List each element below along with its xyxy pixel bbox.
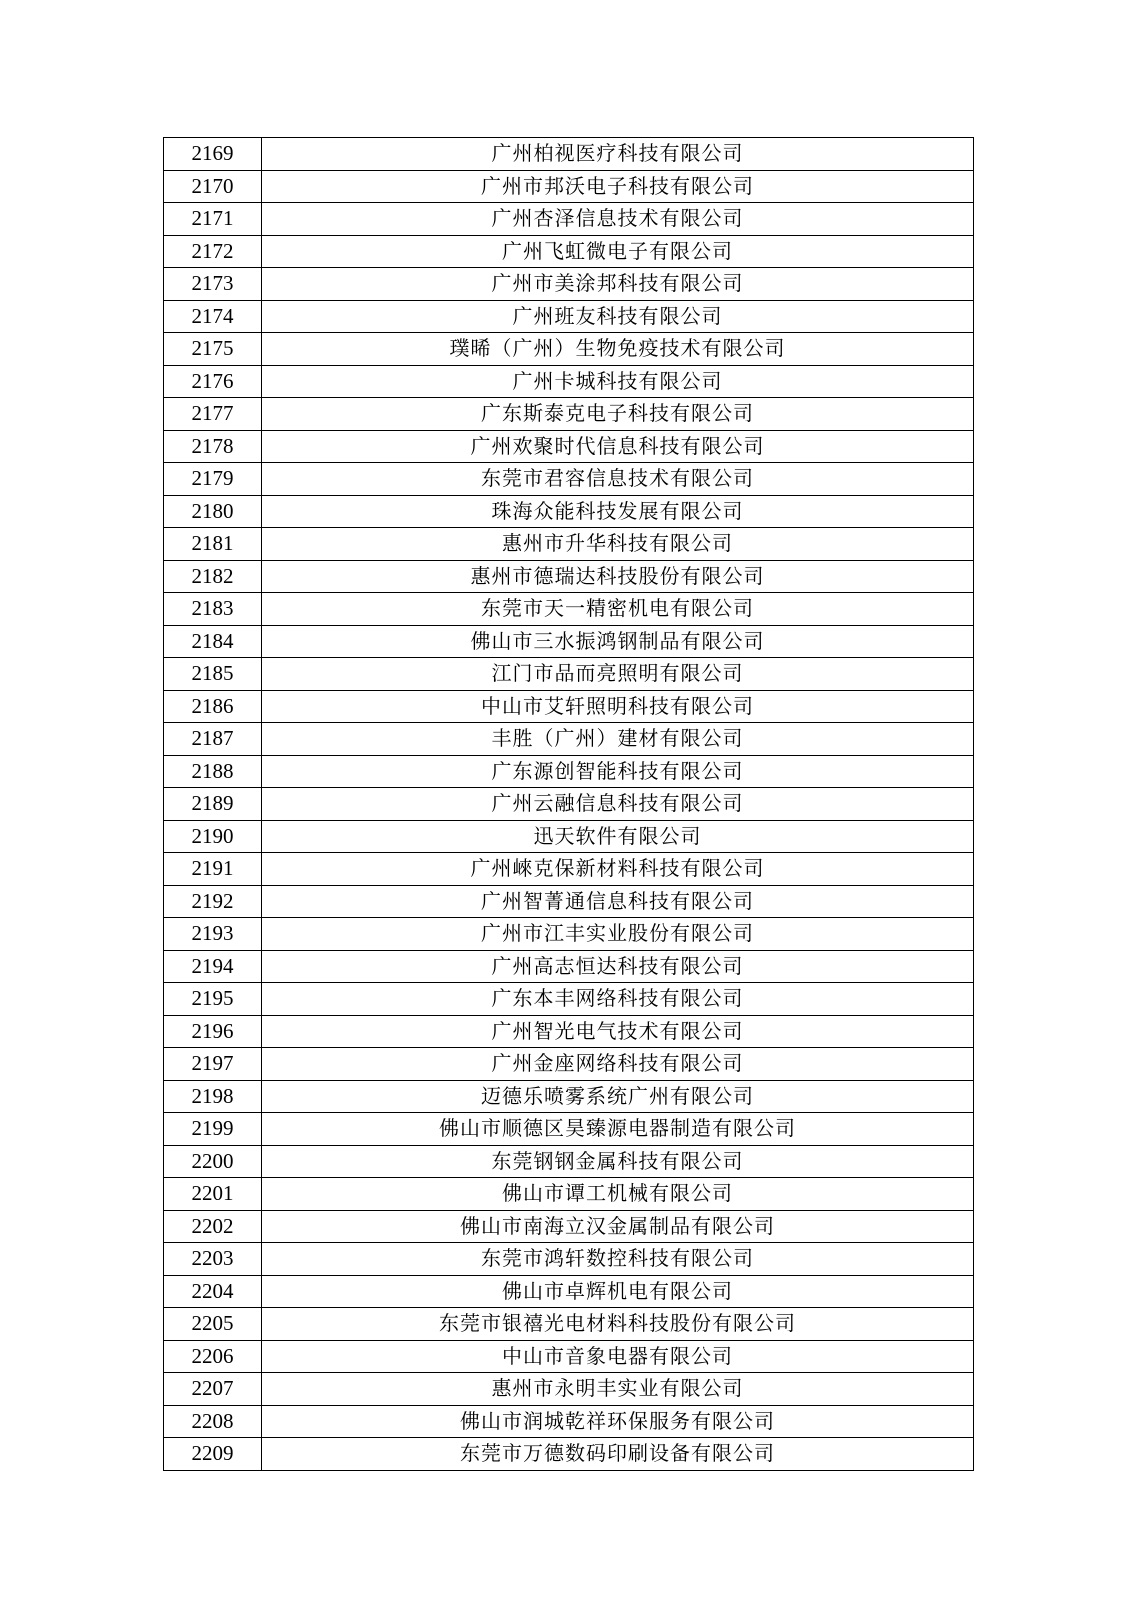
table-row <box>164 333 974 366</box>
table-row <box>164 1113 974 1146</box>
table-row <box>164 593 974 626</box>
row-number: 2186 <box>164 690 262 723</box>
table-row <box>164 1405 974 1438</box>
table-row <box>164 1210 974 1243</box>
row-number: 2170 <box>164 170 262 203</box>
row-number: 2169 <box>164 138 262 171</box>
table-row <box>164 1340 974 1373</box>
company-name: 珠海众能科技发展有限公司 <box>262 495 974 528</box>
row-number: 2178 <box>164 430 262 463</box>
row-number: 2209 <box>164 1438 262 1471</box>
row-number: 2192 <box>164 885 262 918</box>
row-number: 2172 <box>164 235 262 268</box>
company-name: 东莞市天一精密机电有限公司 <box>262 593 974 626</box>
table-row <box>164 788 974 821</box>
company-name: 东莞市万德数码印刷设备有限公司 <box>262 1438 974 1471</box>
company-name: 佛山市顺德区昊臻源电器制造有限公司 <box>262 1113 974 1146</box>
row-number: 2196 <box>164 1015 262 1048</box>
company-name: 迈德乐喷雾系统广州有限公司 <box>262 1080 974 1113</box>
company-name: 迅天软件有限公司 <box>262 820 974 853</box>
row-number: 2180 <box>164 495 262 528</box>
table-row <box>164 1178 974 1211</box>
company-name: 广州智菁通信息科技有限公司 <box>262 885 974 918</box>
table-row <box>164 1308 974 1341</box>
row-number: 2200 <box>164 1145 262 1178</box>
row-number: 2171 <box>164 203 262 236</box>
company-name: 广州高志恒达科技有限公司 <box>262 950 974 983</box>
row-number: 2199 <box>164 1113 262 1146</box>
company-name: 广州市邦沃电子科技有限公司 <box>262 170 974 203</box>
company-name: 广州卡城科技有限公司 <box>262 365 974 398</box>
table-row <box>164 755 974 788</box>
row-number: 2175 <box>164 333 262 366</box>
row-number: 2187 <box>164 723 262 756</box>
row-number: 2193 <box>164 918 262 951</box>
row-number: 2208 <box>164 1405 262 1438</box>
table-row <box>164 625 974 658</box>
table-row <box>164 300 974 333</box>
table-row <box>164 1275 974 1308</box>
row-number: 2206 <box>164 1340 262 1373</box>
company-name: 惠州市升华科技有限公司 <box>262 528 974 561</box>
row-number: 2195 <box>164 983 262 1016</box>
row-number: 2183 <box>164 593 262 626</box>
table-row <box>164 170 974 203</box>
table-row <box>164 820 974 853</box>
company-name: 江门市品而亮照明有限公司 <box>262 658 974 691</box>
table-row <box>164 430 974 463</box>
table-row <box>164 918 974 951</box>
row-number: 2207 <box>164 1373 262 1406</box>
table-row <box>164 1015 974 1048</box>
row-number: 2190 <box>164 820 262 853</box>
table-row <box>164 138 974 171</box>
table-row <box>164 690 974 723</box>
row-number: 2202 <box>164 1210 262 1243</box>
company-name: 佛山市润城乾祥环保服务有限公司 <box>262 1405 974 1438</box>
company-name: 广州市江丰实业股份有限公司 <box>262 918 974 951</box>
company-name: 广州柏视医疗科技有限公司 <box>262 138 974 171</box>
table-row <box>164 365 974 398</box>
table-row <box>164 853 974 886</box>
table-row <box>164 1080 974 1113</box>
table-row <box>164 1145 974 1178</box>
company-name: 东莞市君容信息技术有限公司 <box>262 463 974 496</box>
table-row <box>164 983 974 1016</box>
table-row <box>164 203 974 236</box>
company-name: 广东源创智能科技有限公司 <box>262 755 974 788</box>
company-name: 佛山市卓辉机电有限公司 <box>262 1275 974 1308</box>
company-name: 丰胜（广州）建材有限公司 <box>262 723 974 756</box>
row-number: 2189 <box>164 788 262 821</box>
row-number: 2174 <box>164 300 262 333</box>
company-name: 广州云融信息科技有限公司 <box>262 788 974 821</box>
company-name: 广州崍克保新材料科技有限公司 <box>262 853 974 886</box>
company-name: 璞晞（广州）生物免疫技术有限公司 <box>262 333 974 366</box>
row-number: 2194 <box>164 950 262 983</box>
row-number: 2198 <box>164 1080 262 1113</box>
company-name: 广州市美涂邦科技有限公司 <box>262 268 974 301</box>
table-row <box>164 398 974 431</box>
row-number: 2176 <box>164 365 262 398</box>
company-name: 东莞钢钢金属科技有限公司 <box>262 1145 974 1178</box>
table-row <box>164 723 974 756</box>
row-number: 2179 <box>164 463 262 496</box>
table-row <box>164 1438 974 1471</box>
row-number: 2203 <box>164 1243 262 1276</box>
company-name: 中山市艾轩照明科技有限公司 <box>262 690 974 723</box>
company-name: 广州金座网络科技有限公司 <box>262 1048 974 1081</box>
row-number: 2177 <box>164 398 262 431</box>
table-row <box>164 950 974 983</box>
company-name: 东莞市鸿轩数控科技有限公司 <box>262 1243 974 1276</box>
row-number: 2204 <box>164 1275 262 1308</box>
row-number: 2181 <box>164 528 262 561</box>
table-row <box>164 528 974 561</box>
company-name: 广州班友科技有限公司 <box>262 300 974 333</box>
company-name: 佛山市南海立汉金属制品有限公司 <box>262 1210 974 1243</box>
table-body <box>164 138 974 1471</box>
table-row <box>164 1243 974 1276</box>
company-name: 惠州市德瑞达科技股份有限公司 <box>262 560 974 593</box>
row-number: 2173 <box>164 268 262 301</box>
company-name: 惠州市永明丰实业有限公司 <box>262 1373 974 1406</box>
company-list-table <box>163 137 974 1471</box>
table-row <box>164 560 974 593</box>
row-number: 2184 <box>164 625 262 658</box>
row-number: 2191 <box>164 853 262 886</box>
table-row <box>164 1048 974 1081</box>
company-name: 广州欢聚时代信息科技有限公司 <box>262 430 974 463</box>
table-row <box>164 658 974 691</box>
company-name: 广州飞虹微电子有限公司 <box>262 235 974 268</box>
table-row <box>164 268 974 301</box>
row-number: 2201 <box>164 1178 262 1211</box>
table-row <box>164 495 974 528</box>
row-number: 2205 <box>164 1308 262 1341</box>
company-name: 广州杏泽信息技术有限公司 <box>262 203 974 236</box>
company-name: 广州智光电气技术有限公司 <box>262 1015 974 1048</box>
table-row <box>164 1373 974 1406</box>
company-name: 广东斯泰克电子科技有限公司 <box>262 398 974 431</box>
row-number: 2188 <box>164 755 262 788</box>
table-row <box>164 235 974 268</box>
company-name: 中山市音象电器有限公司 <box>262 1340 974 1373</box>
row-number: 2182 <box>164 560 262 593</box>
table-row <box>164 885 974 918</box>
company-name: 佛山市谭工机械有限公司 <box>262 1178 974 1211</box>
company-name: 东莞市银禧光电材料科技股份有限公司 <box>262 1308 974 1341</box>
company-name: 佛山市三水振鸿钢制品有限公司 <box>262 625 974 658</box>
company-name: 广东本丰网络科技有限公司 <box>262 983 974 1016</box>
row-number: 2197 <box>164 1048 262 1081</box>
table-row <box>164 463 974 496</box>
row-number: 2185 <box>164 658 262 691</box>
